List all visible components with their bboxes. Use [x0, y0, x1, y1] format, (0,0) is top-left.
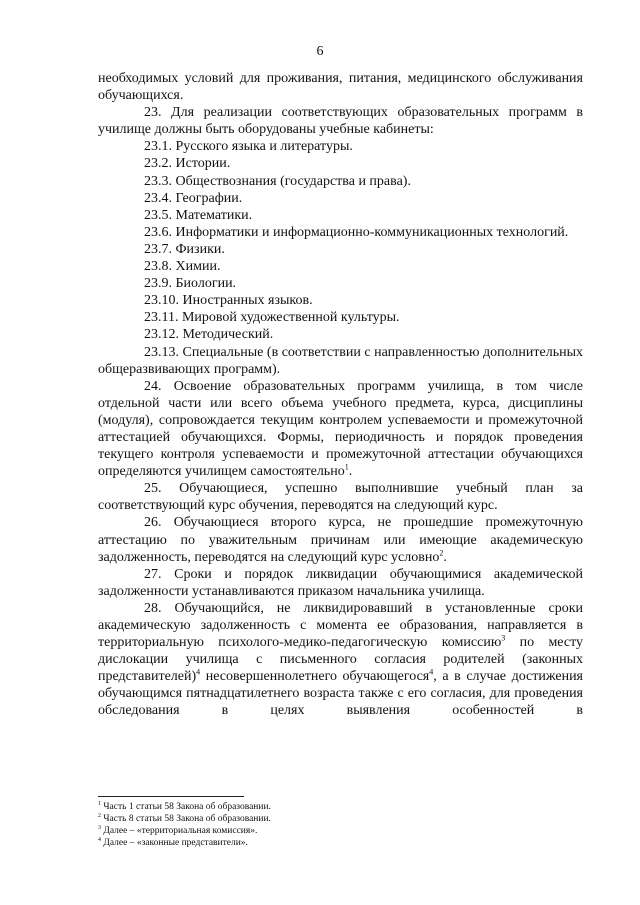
paragraph-text: 23. Для реализации соответствующих образовательных программ в училище должны быть оборудованы учебные кабинеты:	[98, 105, 583, 138]
paragraph	[98, 190, 583, 207]
paragraph	[98, 207, 583, 224]
paragraph-text: .	[443, 549, 447, 565]
paragraph-text: 23.9. Биологии.	[144, 276, 237, 292]
footnote-mark: 2	[98, 812, 101, 819]
paragraph	[98, 309, 583, 326]
paragraph	[98, 344, 583, 378]
page-number: 6	[316, 44, 324, 59]
paragraph-text: по месту дислокации училища с письменного согласия родителей (законных представителей)	[98, 635, 584, 685]
footnote-mark: 4	[196, 667, 201, 677]
footnote-text: Далее – «территориальная комиссия».	[101, 826, 258, 836]
footnote-mark: 4	[429, 667, 434, 677]
paragraph	[98, 378, 583, 481]
paragraph-text: 23.8. Химии.	[144, 259, 221, 275]
paragraph-text: необходимых условий для проживания, питания, медицинского обслуживания обучающихся.	[98, 71, 583, 104]
paragraph-text: 23.2. Истории.	[144, 156, 231, 172]
paragraph-text: 23.7. Физики.	[144, 241, 225, 257]
footnote-mark: 4	[98, 836, 101, 843]
paragraph-text: 23.11. Мировой художественной культуры.	[144, 310, 400, 326]
paragraph-text: 23.5. Математики.	[144, 207, 253, 223]
footnote-mark: 2	[439, 547, 444, 557]
paragraph	[98, 514, 583, 565]
paragraph	[98, 155, 583, 172]
footnote	[98, 825, 578, 837]
paragraph	[98, 292, 583, 309]
paragraph-text: несовершеннолетнего обучающегося	[200, 669, 430, 685]
footnote-mark: 1	[98, 800, 101, 807]
paragraph	[98, 70, 583, 104]
footnote-mark: 3	[501, 633, 506, 643]
paragraph	[98, 224, 583, 241]
paragraph-text: 23.3. Обществознания (государства и права).	[144, 173, 411, 189]
paragraph-text: .	[348, 464, 353, 480]
footnote-text: Часть 8 статьи 58 Закона об образовании.	[101, 814, 271, 824]
footnote	[98, 813, 578, 825]
footnote-mark: 3	[98, 824, 101, 831]
footnote	[98, 801, 578, 813]
paragraph	[98, 173, 583, 190]
paragraph-text: 26. Обучающиеся второго курса, не прошедшие промежуточную аттестацию по уважительным причинам или имеющие академическую задолженность, переводятся на следующий курс условно	[98, 515, 583, 565]
paragraph	[98, 480, 583, 514]
paragraph-text: 28. Обучающийся, не ликвидировавший в установленные сроки академическую задолженность с момента ее образования, направляется в территориальную психолого-медико-педагогическую комиссию	[98, 600, 583, 651]
paragraph-text: 23.6. Информатики и информационно-коммуникационных технологий.	[144, 224, 569, 240]
paragraph	[98, 326, 583, 343]
paragraph-text: 23.1. Русского языка и литературы.	[144, 139, 353, 155]
document-body	[98, 70, 583, 720]
paragraph	[98, 275, 583, 292]
footnote-separator	[98, 796, 244, 797]
paragraph-text: 27. Сроки и порядок ликвидации обучающимися академической задолженности устанавливаются приказом начальника училища.	[98, 566, 583, 599]
paragraph	[98, 104, 583, 138]
paragraph-text: 25. Обучающиеся, успешно выполнившие учебный план за соответствующий курс обучения, переводятся на следующий курс.	[98, 481, 583, 514]
paragraph-text: 23.4. Географии.	[144, 190, 243, 206]
footnotes	[98, 801, 578, 849]
footnote-text: Далее – «законные представители».	[101, 838, 248, 848]
footnote-text: Часть 1 статьи 58 Закона об образовании.	[101, 802, 271, 812]
paragraph-text: 23.10. Иностранных языков.	[144, 293, 313, 309]
footnote	[98, 837, 578, 849]
paragraph	[98, 566, 583, 600]
paragraph-text: 23.13. Специальные (в соответствии с направленностью дополнительных общеразвивающих программ).	[98, 344, 583, 377]
paragraph	[98, 138, 583, 155]
paragraph	[98, 600, 583, 720]
paragraph-text: , а в случае достижения обучающимся пятнадцатилетнего возраста также с его согласия, для проведения обследования в целях выявления особенностей в	[98, 669, 583, 719]
paragraph	[98, 241, 583, 258]
footnote-mark: 1	[344, 462, 349, 472]
paragraph	[98, 258, 583, 275]
paragraph-text: 24. Освоение образовательных программ училища, в том числе отдельной части или всего объема учебного предмета, курса, дисциплины (модуля), сопровождается текущим контролем успеваемости и промежуточной аттестацией обучающихся. Формы, периодичность и порядок проведения текущего контроля успеваемости и промежуточной аттестации обучающихся определяются училищем самостоятельно	[98, 378, 583, 480]
paragraph-text: 23.12. Методический.	[144, 327, 274, 343]
